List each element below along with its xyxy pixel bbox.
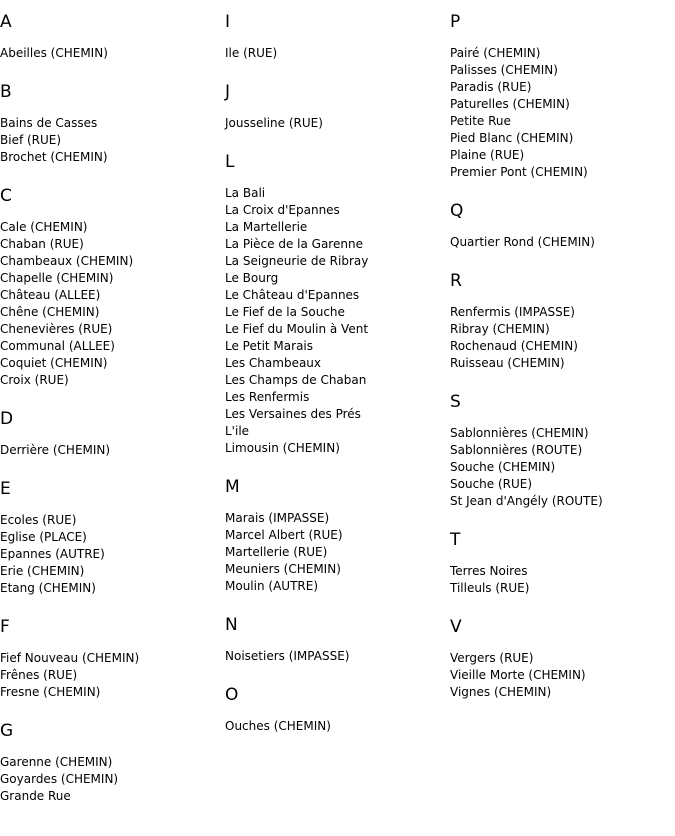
- street-link[interactable]: Les Versaines des Prés: [225, 407, 361, 421]
- street-link[interactable]: Bains de Casses: [0, 116, 98, 130]
- street-list-f: [0, 650, 139, 701]
- street-link[interactable]: Paradis (RUE): [450, 80, 532, 94]
- street-link[interactable]: St Jean d'Angély (ROUTE): [450, 494, 603, 508]
- street-link[interactable]: Chenevières (RUE): [0, 322, 113, 336]
- street-link[interactable]: Fresne (CHEMIN): [0, 685, 101, 699]
- street-link[interactable]: Croix (RUE): [0, 373, 69, 387]
- street-link[interactable]: La Bali: [225, 186, 266, 200]
- letter-heading-e: E: [0, 479, 11, 499]
- street-list-o: [225, 718, 331, 735]
- street-link[interactable]: Paturelles (CHEMIN): [450, 97, 570, 111]
- street-list-e: [0, 512, 105, 597]
- street-link[interactable]: Epannes (AUTRE): [0, 547, 105, 561]
- street-link[interactable]: Brochet (CHEMIN): [0, 150, 108, 164]
- letter-heading-l: L: [225, 152, 235, 172]
- letter-heading-a: A: [0, 12, 12, 32]
- street-link[interactable]: Chapelle (CHEMIN): [0, 271, 114, 285]
- street-link[interactable]: Limousin (CHEMIN): [225, 441, 340, 455]
- street-link[interactable]: Plaine (RUE): [450, 148, 525, 162]
- street-list-d: [0, 442, 110, 459]
- letter-heading-g: G: [0, 721, 14, 741]
- street-link[interactable]: Premier Pont (CHEMIN): [450, 165, 588, 179]
- street-link[interactable]: Vieille Morte (CHEMIN): [450, 668, 586, 682]
- letter-heading-j: J: [225, 82, 231, 102]
- street-link[interactable]: L'ile: [225, 424, 250, 438]
- street-link[interactable]: Vergers (RUE): [450, 651, 534, 665]
- street-link[interactable]: Vignes (CHEMIN): [450, 685, 552, 699]
- letter-heading-c: C: [0, 186, 12, 206]
- street-link[interactable]: Le Petit Marais: [225, 339, 314, 353]
- street-link[interactable]: Meuniers (CHEMIN): [225, 562, 341, 576]
- street-link[interactable]: Ouches (CHEMIN): [225, 719, 331, 733]
- letter-heading-o: O: [225, 685, 239, 705]
- street-link[interactable]: Les Chambeaux: [225, 356, 322, 370]
- street-list-t: [450, 563, 529, 597]
- street-link[interactable]: Derrière (CHEMIN): [0, 443, 111, 457]
- street-link[interactable]: Souche (RUE): [450, 477, 533, 491]
- street-list-p: [450, 45, 588, 181]
- street-list-a: [0, 45, 108, 62]
- street-link[interactable]: Abeilles (CHEMIN): [0, 46, 108, 60]
- letter-heading-m: M: [225, 477, 240, 497]
- street-link[interactable]: La Martellerie: [225, 220, 308, 234]
- street-link[interactable]: Pied Blanc (CHEMIN): [450, 131, 574, 145]
- street-link[interactable]: Sablonnières (CHEMIN): [450, 426, 589, 440]
- street-link[interactable]: Marais (IMPASSE): [225, 511, 330, 525]
- letter-heading-n: N: [225, 615, 238, 635]
- street-link[interactable]: Les Renfermis: [225, 390, 310, 404]
- letter-heading-v: V: [450, 617, 462, 637]
- street-link[interactable]: Le Fief de la Souche: [225, 305, 345, 319]
- street-link[interactable]: Le Château d'Epannes: [225, 288, 360, 302]
- letter-heading-i: I: [225, 12, 231, 32]
- street-link[interactable]: Fief Nouveau (CHEMIN): [0, 651, 140, 665]
- street-link[interactable]: Martellerie (RUE): [225, 545, 328, 559]
- street-link[interactable]: Communal (ALLEE): [0, 339, 115, 353]
- street-link[interactable]: Ribray (CHEMIN): [450, 322, 550, 336]
- letter-heading-q: Q: [450, 201, 464, 221]
- letter-heading-t: T: [450, 530, 461, 550]
- street-list-j: [225, 115, 323, 132]
- street-list-v: [450, 650, 586, 701]
- street-link[interactable]: Palisses (CHEMIN): [450, 63, 558, 77]
- street-list-g: [0, 754, 118, 805]
- street-link[interactable]: La Seigneurie de Ribray: [225, 254, 369, 268]
- street-link[interactable]: Grande Rue: [0, 789, 71, 803]
- letter-heading-p: P: [450, 12, 461, 32]
- street-link[interactable]: Marcel Albert (RUE): [225, 528, 343, 542]
- street-link[interactable]: Eglise (PLACE): [0, 530, 87, 544]
- street-link[interactable]: Château (ALLEE): [0, 288, 101, 302]
- street-link[interactable]: Bief (RUE): [0, 133, 62, 147]
- street-list-l: [225, 185, 368, 457]
- letter-heading-f: F: [0, 617, 10, 637]
- street-list-m: [225, 510, 343, 595]
- street-link[interactable]: Coquiet (CHEMIN): [0, 356, 108, 370]
- street-link[interactable]: Le Bourg: [225, 271, 279, 285]
- street-link[interactable]: Le Fief du Moulin à Vent: [225, 322, 369, 336]
- street-link[interactable]: Cale (CHEMIN): [0, 220, 88, 234]
- street-link[interactable]: Moulin (AUTRE): [225, 579, 318, 593]
- street-link[interactable]: Jousseline (RUE): [225, 116, 323, 130]
- street-link[interactable]: Tilleuls (RUE): [450, 581, 530, 595]
- street-link[interactable]: Petite Rue: [450, 114, 511, 128]
- street-list-q: [450, 234, 595, 251]
- street-link[interactable]: La Croix d'Epannes: [225, 203, 340, 217]
- street-list-c: [0, 219, 133, 389]
- street-link[interactable]: Ruisseau (CHEMIN): [450, 356, 565, 370]
- street-link[interactable]: Goyardes (CHEMIN): [0, 772, 119, 786]
- street-link[interactable]: Chambeaux (CHEMIN): [0, 254, 134, 268]
- letter-heading-b: B: [0, 82, 12, 102]
- street-link[interactable]: Souche (CHEMIN): [450, 460, 556, 474]
- street-list-b: [0, 115, 108, 166]
- street-link[interactable]: Chaban (RUE): [0, 237, 84, 251]
- letter-heading-d: D: [0, 409, 14, 429]
- street-link[interactable]: Erie (CHEMIN): [0, 564, 85, 578]
- street-link[interactable]: La Pièce de la Garenne: [225, 237, 363, 251]
- street-link[interactable]: Rochenaud (CHEMIN): [450, 339, 578, 353]
- street-link[interactable]: Ecoles (RUE): [0, 513, 77, 527]
- street-link[interactable]: Renfermis (IMPASSE): [450, 305, 575, 319]
- street-link[interactable]: Quartier Rond (CHEMIN): [450, 235, 595, 249]
- street-link[interactable]: Sablonnières (ROUTE): [450, 443, 583, 457]
- street-link[interactable]: Etang (CHEMIN): [0, 581, 96, 595]
- street-link[interactable]: Terres Noires: [450, 564, 528, 578]
- street-list-i: [225, 45, 277, 62]
- street-link[interactable]: Pairé (CHEMIN): [450, 46, 541, 60]
- street-link[interactable]: Noisetiers (IMPASSE): [225, 649, 350, 663]
- street-list-r: [450, 304, 578, 372]
- letter-heading-s: S: [450, 392, 461, 412]
- street-list-n: [225, 648, 349, 665]
- letter-heading-r: R: [450, 271, 462, 291]
- street-link[interactable]: Frênes (RUE): [0, 668, 78, 682]
- street-link[interactable]: Chêne (CHEMIN): [0, 305, 100, 319]
- street-link[interactable]: Ile (RUE): [225, 46, 278, 60]
- street-link[interactable]: Les Champs de Chaban: [225, 373, 367, 387]
- street-list-s: [450, 425, 603, 510]
- street-link[interactable]: Garenne (CHEMIN): [0, 755, 113, 769]
